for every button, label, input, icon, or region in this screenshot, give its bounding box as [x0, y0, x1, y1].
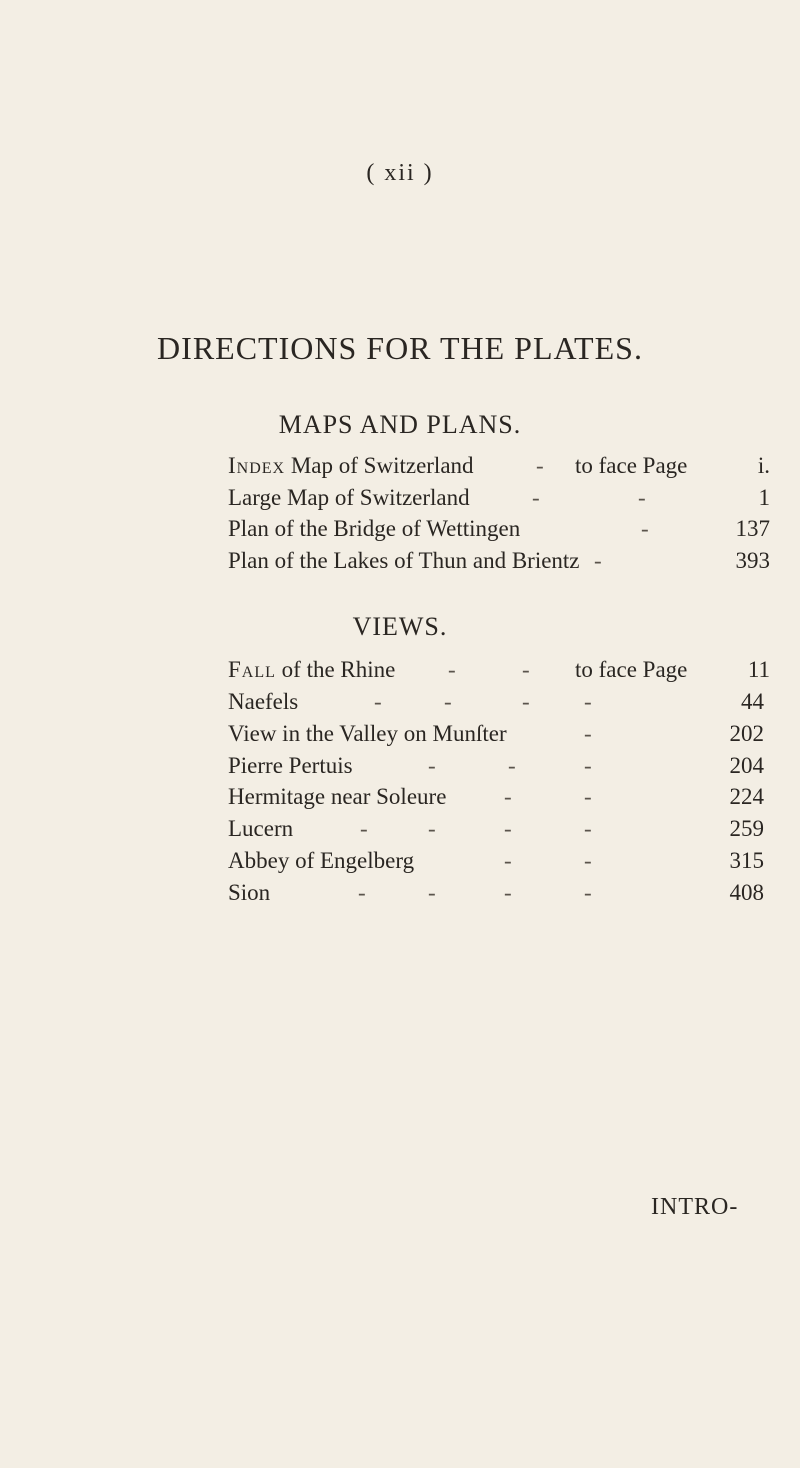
leader-dash: - — [584, 753, 592, 778]
views-list-item — [0, 689, 800, 723]
leader-dash: - — [504, 816, 512, 841]
leader-dash: - — [584, 880, 592, 905]
page-number: 315 — [729, 848, 764, 873]
maps-list-item — [0, 516, 800, 550]
plate-title-rest: of the Rhine — [275, 657, 396, 682]
leader-dash: - — [584, 721, 592, 746]
leader-dash: - — [594, 548, 602, 573]
leader-dash: - — [428, 880, 436, 905]
leader-dash: - — [522, 657, 530, 682]
leader-dash: - — [428, 753, 436, 778]
page-number: 11 — [747, 657, 770, 682]
leader-dash: - — [508, 753, 516, 778]
plate-title-rest: Map of Switzerland — [285, 453, 474, 478]
page-number: 137 — [735, 516, 770, 541]
leader-dash: - — [536, 453, 544, 478]
leader-dash: - — [522, 689, 530, 714]
face-page-label: to face Page — [575, 657, 688, 682]
leader-dash: - — [504, 880, 512, 905]
maps-list-item — [0, 548, 800, 582]
page-number: 202 — [729, 721, 764, 746]
leader-dash: - — [584, 689, 592, 714]
views-list-item — [0, 657, 800, 691]
page-number: 408 — [729, 880, 764, 905]
catchword: INTRO- — [651, 1194, 739, 1220]
views-list-item — [0, 816, 800, 850]
plate-title: View in the Valley on Munſter — [228, 721, 507, 746]
plate-title: Pierre Pertuis — [228, 753, 353, 778]
leader-dash: - — [358, 880, 366, 905]
plate-title-lead: Index — [228, 453, 286, 478]
leader-dash: - — [444, 689, 452, 714]
leader-dash: - — [584, 784, 592, 809]
plate-title-lead: Fall — [228, 657, 276, 682]
leader-dash: - — [504, 848, 512, 873]
leader-dash: - — [360, 816, 368, 841]
leader-dash: - — [532, 485, 540, 510]
page-number: 259 — [729, 816, 764, 841]
views-list-item — [0, 784, 800, 818]
page-number: 44 — [741, 689, 764, 714]
page-number: 204 — [729, 753, 764, 778]
plate-title: Lucern — [228, 816, 294, 841]
plate-title: Plan of the Bridge of Wettingen — [228, 516, 521, 541]
page-title: DIRECTIONS FOR THE PLATES. — [157, 330, 643, 366]
maps-list-item — [0, 453, 800, 487]
views-list-item — [0, 848, 800, 882]
leader-dash: - — [448, 657, 456, 682]
plate-title: Sion — [228, 880, 271, 905]
page-number: 1 — [758, 485, 770, 510]
plate-title: Hermitage near Soleure — [228, 784, 447, 809]
face-page-label: to face Page — [575, 453, 688, 478]
page-number: i. — [757, 453, 770, 478]
leader-dash: - — [638, 485, 646, 510]
leader-dash: - — [641, 516, 649, 541]
page-number: 224 — [729, 784, 764, 809]
leader-dash: - — [428, 816, 436, 841]
plate-title: Large Map of Switzerland — [228, 485, 470, 510]
plate-title: Naefels — [228, 689, 299, 714]
plate-title: Abbey of Engelberg — [228, 848, 415, 873]
leader-dash: - — [504, 784, 512, 809]
leader-dash: - — [584, 816, 592, 841]
leader-dash: - — [584, 848, 592, 873]
views-section-heading: VIEWS. — [352, 612, 448, 641]
leader-dash: - — [374, 689, 382, 714]
plate-title — [228, 453, 474, 479]
page-number: 393 — [735, 548, 770, 573]
maps-list-item — [0, 485, 800, 519]
maps-section-heading: MAPS AND PLANS. — [278, 410, 522, 439]
views-list-item — [0, 753, 800, 787]
plate-title — [228, 657, 395, 683]
page-folio: ( xii ) — [366, 160, 434, 186]
views-list-item — [0, 880, 800, 914]
views-list-item — [0, 721, 800, 755]
plate-title: Plan of the Lakes of Thun and Brientz — [228, 548, 580, 573]
